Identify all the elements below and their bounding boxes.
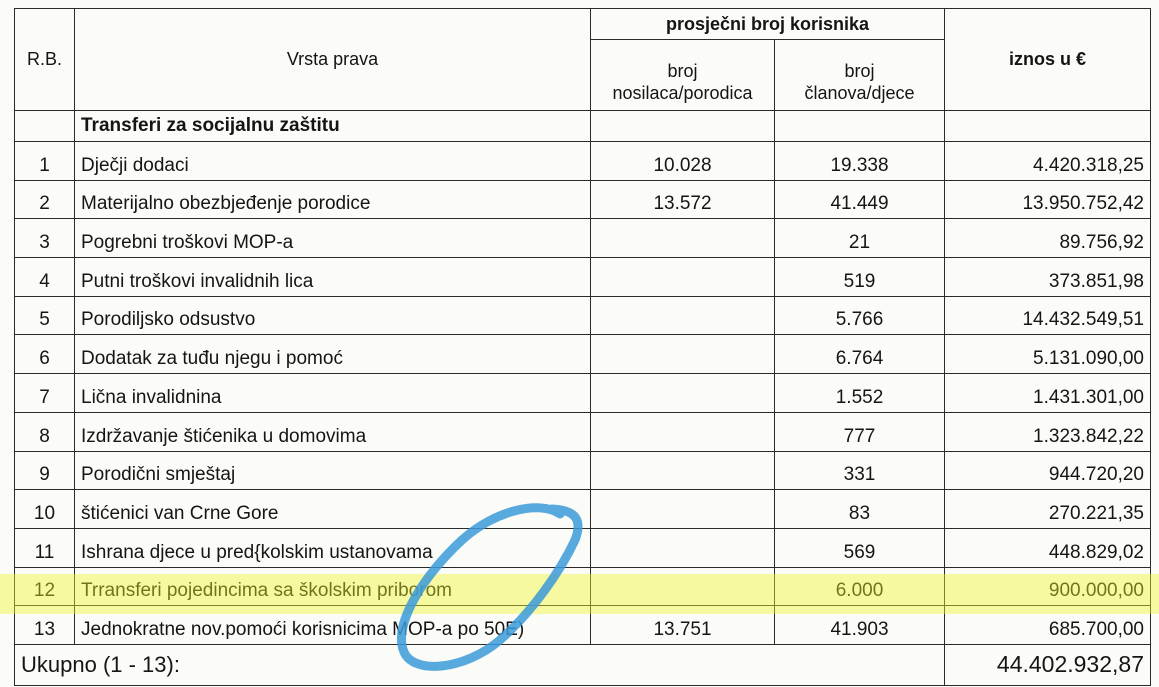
row-benefit-name: Izdržavanje štićenika u domovima <box>75 412 591 451</box>
row-benefit-name: Jednokratne nov.pomoći korisnicima MOP-a po 50E) <box>75 606 591 645</box>
row-number: 4 <box>15 258 75 297</box>
row-number: 13 <box>15 606 75 645</box>
row-broj-clanova: 519 <box>775 258 945 297</box>
header-prosjecni-broj: prosječni broj korisnika <box>591 9 945 40</box>
row-iznos: 944.720,20 <box>945 451 1151 490</box>
header-broj-nosilaca <box>591 40 775 111</box>
table-row <box>15 258 1151 297</box>
row-broj-clanova: 6.000 <box>775 567 945 606</box>
row-broj-clanova: 6.764 <box>775 335 945 374</box>
header-vrsta-prava: Vrsta prava <box>75 9 591 111</box>
row-number: 2 <box>15 180 75 219</box>
row-broj-nosilaca <box>591 219 775 258</box>
row-iznos: 89.756,92 <box>945 219 1151 258</box>
row-iznos: 900.000,00 <box>945 567 1151 606</box>
table-row <box>15 219 1151 258</box>
row-benefit-name: Putni troškovi invalidnih lica <box>75 258 591 297</box>
row-broj-clanova: 41.449 <box>775 180 945 219</box>
row-broj-nosilaca: 13.751 <box>591 606 775 645</box>
row-benefit-name: Trransferi pojedincima sa školskim priborom <box>75 567 591 606</box>
row-broj-nosilaca <box>591 296 775 335</box>
row-iznos: 13.950.752,42 <box>945 180 1151 219</box>
row-broj-nosilaca <box>591 412 775 451</box>
section-row <box>15 111 1151 142</box>
row-iznos: 448.829,02 <box>945 528 1151 567</box>
table-row <box>15 451 1151 490</box>
row-benefit-name: Dodatak za tuđu njegu i pomoć <box>75 335 591 374</box>
total-row <box>15 644 1151 685</box>
row-broj-nosilaca <box>591 490 775 529</box>
table-body <box>15 111 1151 645</box>
header-iznos: iznos u € <box>945 9 1151 111</box>
row-benefit-name: Materijalno obezbjeđenje porodice <box>75 180 591 219</box>
row-benefit-name: Porodiljsko odsustvo <box>75 296 591 335</box>
row-number: 10 <box>15 490 75 529</box>
table-row <box>15 180 1151 219</box>
header-broj-clanova-text: broj članova/djece <box>804 61 915 103</box>
row-broj-nosilaca <box>591 451 775 490</box>
table-row <box>15 606 1151 645</box>
table-row <box>15 374 1151 413</box>
row-broj-clanova: 41.903 <box>775 606 945 645</box>
row-broj-clanova: 331 <box>775 451 945 490</box>
benefits-table <box>14 8 1151 686</box>
section-empty-cell <box>775 111 945 142</box>
row-number: 7 <box>15 374 75 413</box>
header-broj-clanova <box>775 40 945 111</box>
row-iznos: 1.323.842,22 <box>945 412 1151 451</box>
header-rb: R.B. <box>15 9 75 111</box>
row-iznos: 270.221,35 <box>945 490 1151 529</box>
row-iznos: 1.431.301,00 <box>945 374 1151 413</box>
row-broj-clanova: 5.766 <box>775 296 945 335</box>
row-number: 8 <box>15 412 75 451</box>
row-number: 3 <box>15 219 75 258</box>
row-broj-clanova: 777 <box>775 412 945 451</box>
table-row <box>15 528 1151 567</box>
row-number: 1 <box>15 142 75 181</box>
row-benefit-name: Dječji dodaci <box>75 142 591 181</box>
table-row <box>15 567 1151 606</box>
row-broj-clanova: 1.552 <box>775 374 945 413</box>
row-broj-clanova: 21 <box>775 219 945 258</box>
row-iznos: 4.420.318,25 <box>945 142 1151 181</box>
table-row <box>15 296 1151 335</box>
row-broj-nosilaca: 10.028 <box>591 142 775 181</box>
section-empty-cell <box>591 111 775 142</box>
row-broj-nosilaca <box>591 567 775 606</box>
row-iznos: 685.700,00 <box>945 606 1151 645</box>
table-row <box>15 142 1151 181</box>
row-benefit-name: Porodični smještaj <box>75 451 591 490</box>
row-number: 12 <box>15 567 75 606</box>
row-benefit-name: Lična invalidnina <box>75 374 591 413</box>
row-number: 6 <box>15 335 75 374</box>
row-iznos: 5.131.090,00 <box>945 335 1151 374</box>
total-label: Ukupno (1 - 13): <box>15 644 945 685</box>
row-number: 9 <box>15 451 75 490</box>
section-rb-cell <box>15 111 75 142</box>
row-number: 11 <box>15 528 75 567</box>
row-benefit-name: Ishrana djece u pred{kolskim ustanovama <box>75 528 591 567</box>
row-number: 5 <box>15 296 75 335</box>
row-iznos: 373.851,98 <box>945 258 1151 297</box>
table-row <box>15 490 1151 529</box>
header-broj-nosilaca-text: broj nosilaca/porodica <box>612 61 753 103</box>
row-broj-clanova: 19.338 <box>775 142 945 181</box>
table-row <box>15 335 1151 374</box>
row-broj-nosilaca <box>591 335 775 374</box>
table-row <box>15 412 1151 451</box>
section-empty-cell <box>945 111 1151 142</box>
row-broj-clanova: 83 <box>775 490 945 529</box>
total-amount: 44.402.932,87 <box>945 644 1151 685</box>
row-iznos: 14.432.549,51 <box>945 296 1151 335</box>
row-broj-nosilaca <box>591 258 775 297</box>
row-benefit-name: Pogrebni troškovi MOP-a <box>75 219 591 258</box>
row-broj-nosilaca <box>591 528 775 567</box>
row-broj-nosilaca <box>591 374 775 413</box>
section-title: Transferi za socijalnu zaštitu <box>75 111 591 142</box>
row-broj-clanova: 569 <box>775 528 945 567</box>
row-benefit-name: štićenici van Crne Gore <box>75 490 591 529</box>
row-broj-nosilaca: 13.572 <box>591 180 775 219</box>
